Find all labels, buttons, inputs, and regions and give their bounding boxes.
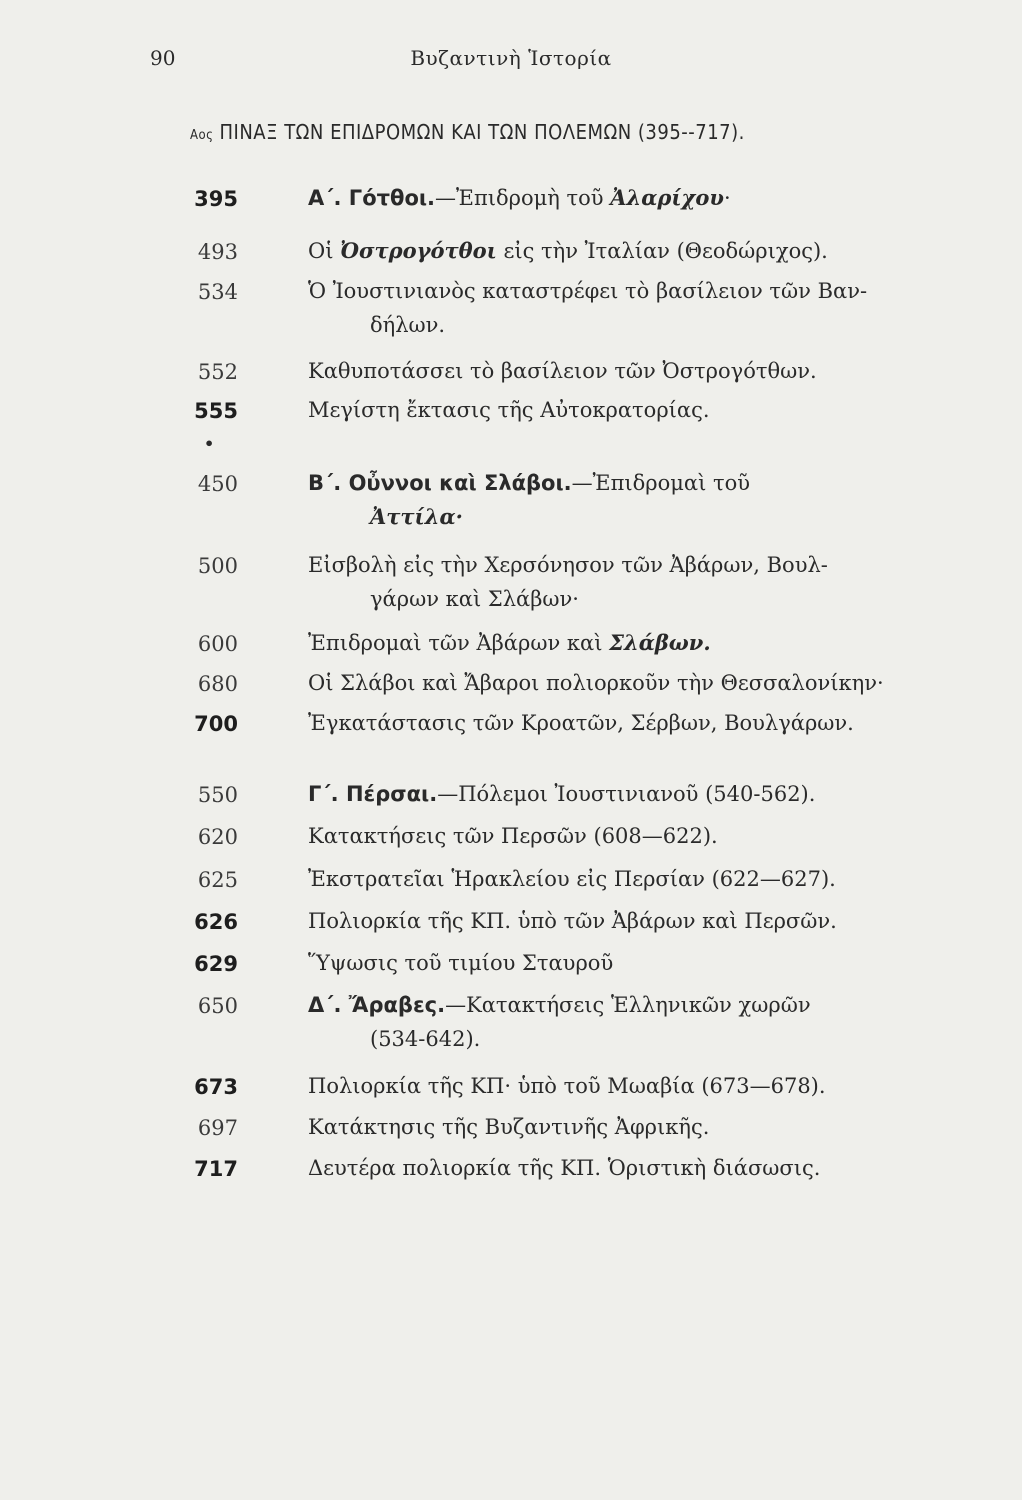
entry-text: Πολιορκία τῆς ΚΠ· ὑπὸ τοῦ Μωαβία (673—678). [308, 1074, 826, 1098]
dot-mark: • [204, 434, 215, 453]
section-heading: Δ΄. Ἄραβες. [308, 993, 446, 1017]
entry-year: 650 [197, 994, 238, 1018]
entry-year: 534 [197, 280, 238, 304]
entry-text: Ὕψωσις τοῦ τιμίου Σταυροῦ [308, 951, 614, 975]
section-heading: Α΄. Γότθοι. [308, 186, 436, 210]
entry-text: Α΄. Γότθοι.—Ἐπιδρομὴ τοῦ Ἀλαρίχου· [308, 185, 731, 210]
entry-year: 395 [194, 187, 238, 211]
entry-text: Ἐγκατάστασις τῶν Κροατῶν, Σέρβων, Βουλγάρων. [308, 711, 854, 735]
entry-text: Μεγίστη ἔκτασις τῆς Αὐτοκρατορίας. [308, 398, 710, 422]
entry-text: Πολιορκία τῆς ΚΠ. ὑπὸ τῶν Ἀβάρων καὶ Περσῶν. [308, 909, 837, 933]
entry-text: Ὁ Ἰουστινιανὸς καταστρέφει τὸ βασίλειον τῶν Βαν- δήλων. [308, 279, 868, 337]
entry-year: 673 [194, 1075, 238, 1099]
entry-year: 697 [197, 1116, 238, 1140]
entry-year: 552 [197, 360, 238, 384]
entry-year: 629 [194, 952, 238, 976]
section-heading: Γ΄. Πέρσαι. [308, 782, 438, 806]
entry-year: 555 [194, 399, 238, 423]
entry-text: Ἐπιδρομαὶ τῶν Ἀβάρων καὶ Σλάβων. [308, 630, 711, 655]
table-title-prefix: Αος [190, 128, 214, 143]
running-title: Βυζαντινὴ Ἱστορία [410, 46, 612, 70]
entry-text: Οἱ Ὀστρογότθοι εἰς τὴν Ἰταλίαν (Θεοδώριχος). [308, 238, 828, 263]
entry-year: 625 [197, 868, 238, 892]
entry-year: 493 [197, 240, 238, 264]
entry-year: 550 [197, 783, 238, 807]
entry-text: Δ΄. Ἄραβες.—Κατακτήσεις Ἑλληνικῶν χωρῶν (534-642). [308, 993, 811, 1051]
page-number: 90 [150, 46, 176, 70]
entry-text: Κατακτήσεις τῶν Περσῶν (608—622). [308, 824, 718, 848]
entry-text: Κατάκτησις τῆς Βυζαντινῆς Ἀφρικῆς. [308, 1115, 710, 1139]
entry-year: 620 [197, 825, 238, 849]
section-heading: Β΄. Οὖννοι καὶ Σλάβοι. [308, 471, 572, 495]
table-title-text: ΠΙΝΑΞ ΤΩΝ ΕΠΙΔΡΟΜΩΝ ΚΑΙ ΤΩΝ ΠΟΛΕΜΩΝ (395--717). [219, 120, 745, 144]
entry-text: Εἰσβολὴ εἰς τὴν Χερσόνησον τῶν Ἀβάρων, Βουλ- γάρων καὶ Σλάβων· [308, 553, 828, 611]
entry-year: 600 [197, 632, 238, 656]
entry-year: 500 [197, 554, 238, 578]
entry-text: Γ΄. Πέρσαι.—Πόλεμοι Ἰουστινιανοῦ (540-562). [308, 782, 816, 806]
entry-text: Ἐκστρατεῖαι Ἡρακλείου εἰς Περσίαν (622—627). [308, 867, 836, 891]
entry-text: Οἱ Σλάβοι καὶ Ἄβαροι πολιορκοῦν τὴν Θεσσαλονίκην· [308, 671, 884, 695]
table-title [190, 120, 745, 144]
entry-year: 700 [194, 712, 238, 736]
entry-text: Δευτέρα πολιορκία τῆς ΚΠ. Ὁριστικὴ διάσωσις. [308, 1156, 821, 1180]
entry-text: Β΄. Οὖννοι καὶ Σλάβοι.—Ἐπιδρομαὶ τοῦ Ἀττίλα· [308, 471, 751, 529]
entry-text: Καθυποτάσσει τὸ βασίλειον τῶν Ὀστρογότθων. [308, 359, 817, 383]
entry-year: 626 [194, 910, 238, 934]
entry-year: 450 [197, 472, 238, 496]
entry-year: 717 [194, 1157, 238, 1181]
entry-year: 680 [197, 672, 238, 696]
